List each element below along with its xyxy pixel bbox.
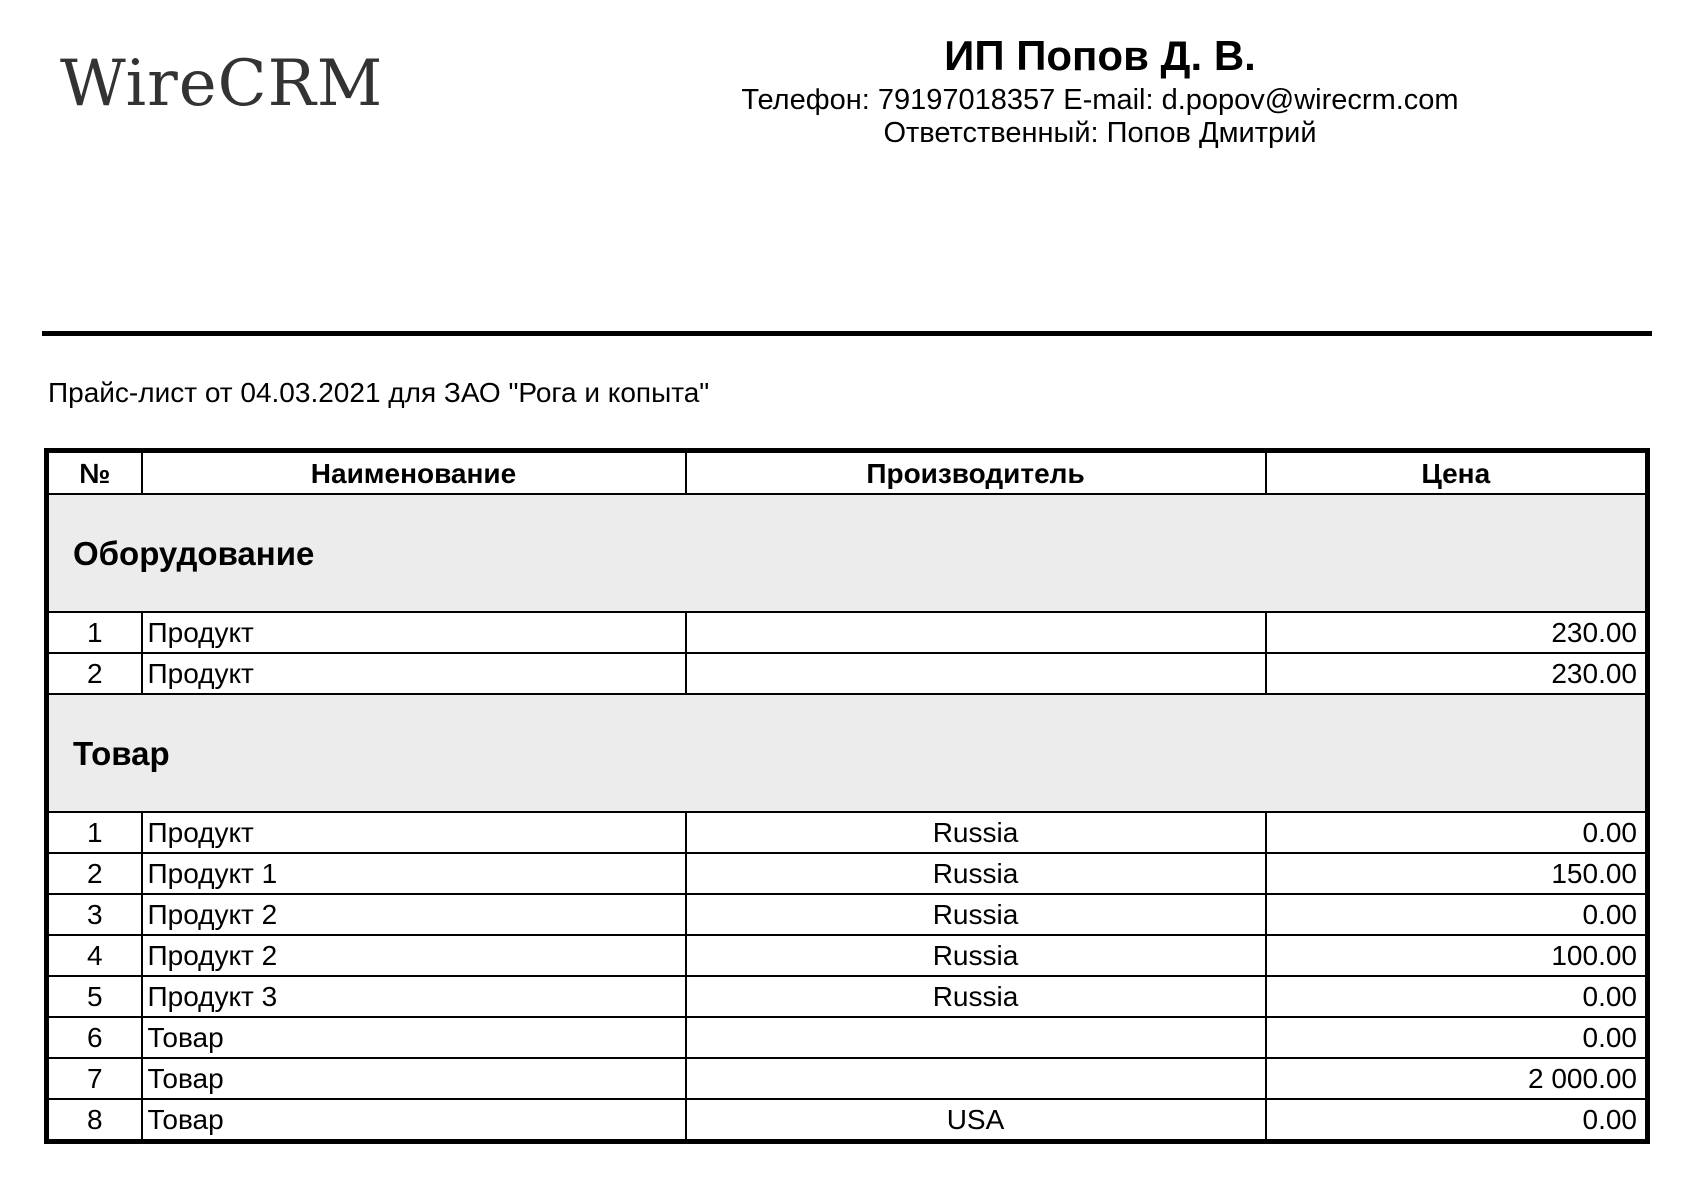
header-number: № <box>47 451 142 495</box>
row-price: 2 000.00 <box>1266 1058 1648 1099</box>
group-title: Оборудование <box>47 494 1648 612</box>
row-number: 1 <box>47 812 142 853</box>
row-price: 230.00 <box>1266 612 1648 653</box>
row-number: 2 <box>47 653 142 694</box>
table-row <box>47 894 1648 935</box>
table-row <box>47 976 1648 1017</box>
header-name: Наименование <box>142 451 686 495</box>
row-name: Продукт 2 <box>142 935 686 976</box>
row-number: 1 <box>47 612 142 653</box>
row-price: 230.00 <box>1266 653 1648 694</box>
row-name: Товар <box>142 1099 686 1142</box>
row-name: Продукт <box>142 812 686 853</box>
row-manufacturer: Russia <box>686 853 1266 894</box>
table-row <box>47 1099 1648 1142</box>
row-price: 150.00 <box>1266 853 1648 894</box>
table-row <box>47 935 1648 976</box>
row-price: 0.00 <box>1266 1099 1648 1142</box>
company-header <box>700 30 1500 150</box>
document-title: Прайс-лист от 04.03.2021 для ЗАО "Рога и копыта" <box>48 377 710 408</box>
row-name: Продукт <box>142 612 686 653</box>
row-name: Продукт <box>142 653 686 694</box>
row-price: 0.00 <box>1266 812 1648 853</box>
row-name: Продукт 3 <box>142 976 686 1017</box>
group-title: Товар <box>47 694 1648 812</box>
row-name: Продукт 2 <box>142 894 686 935</box>
row-price: 0.00 <box>1266 976 1648 1017</box>
row-manufacturer <box>686 1017 1266 1058</box>
row-manufacturer: Russia <box>686 894 1266 935</box>
row-manufacturer <box>686 1058 1266 1099</box>
row-number: 2 <box>47 853 142 894</box>
row-manufacturer <box>686 653 1266 694</box>
header-divider <box>42 331 1652 336</box>
row-price: 0.00 <box>1266 1017 1648 1058</box>
row-number: 4 <box>47 935 142 976</box>
header-manufacturer: Производитель <box>686 451 1266 495</box>
table-row <box>47 812 1648 853</box>
row-number: 7 <box>47 1058 142 1099</box>
row-price: 100.00 <box>1266 935 1648 976</box>
row-number: 6 <box>47 1017 142 1058</box>
table-row <box>47 612 1648 653</box>
table-row <box>47 1058 1648 1099</box>
row-manufacturer: Russia <box>686 976 1266 1017</box>
row-name: Товар <box>142 1058 686 1099</box>
table-row <box>47 853 1648 894</box>
row-price: 0.00 <box>1266 894 1648 935</box>
table-header-row <box>47 451 1648 495</box>
row-manufacturer: USA <box>686 1099 1266 1142</box>
company-name: ИП Попов Д. В. <box>944 32 1256 79</box>
price-table <box>44 448 1650 1144</box>
row-number: 3 <box>47 894 142 935</box>
table-row <box>47 653 1648 694</box>
row-number: 5 <box>47 976 142 1017</box>
row-manufacturer: Russia <box>686 812 1266 853</box>
row-name: Продукт 1 <box>142 853 686 894</box>
row-manufacturer <box>686 612 1266 653</box>
company-manager: Ответственный: Попов Дмитрий <box>883 117 1317 149</box>
company-logo: WireCRM <box>60 47 384 121</box>
group-row <box>47 494 1648 612</box>
table-row <box>47 1017 1648 1058</box>
row-name: Товар <box>142 1017 686 1058</box>
row-manufacturer: Russia <box>686 935 1266 976</box>
header-price: Цена <box>1266 451 1648 495</box>
company-contacts: Телефон: 79197018357 E-mail: d.popov@wirecrm.com <box>741 84 1459 116</box>
row-number: 8 <box>47 1099 142 1142</box>
group-row <box>47 694 1648 812</box>
